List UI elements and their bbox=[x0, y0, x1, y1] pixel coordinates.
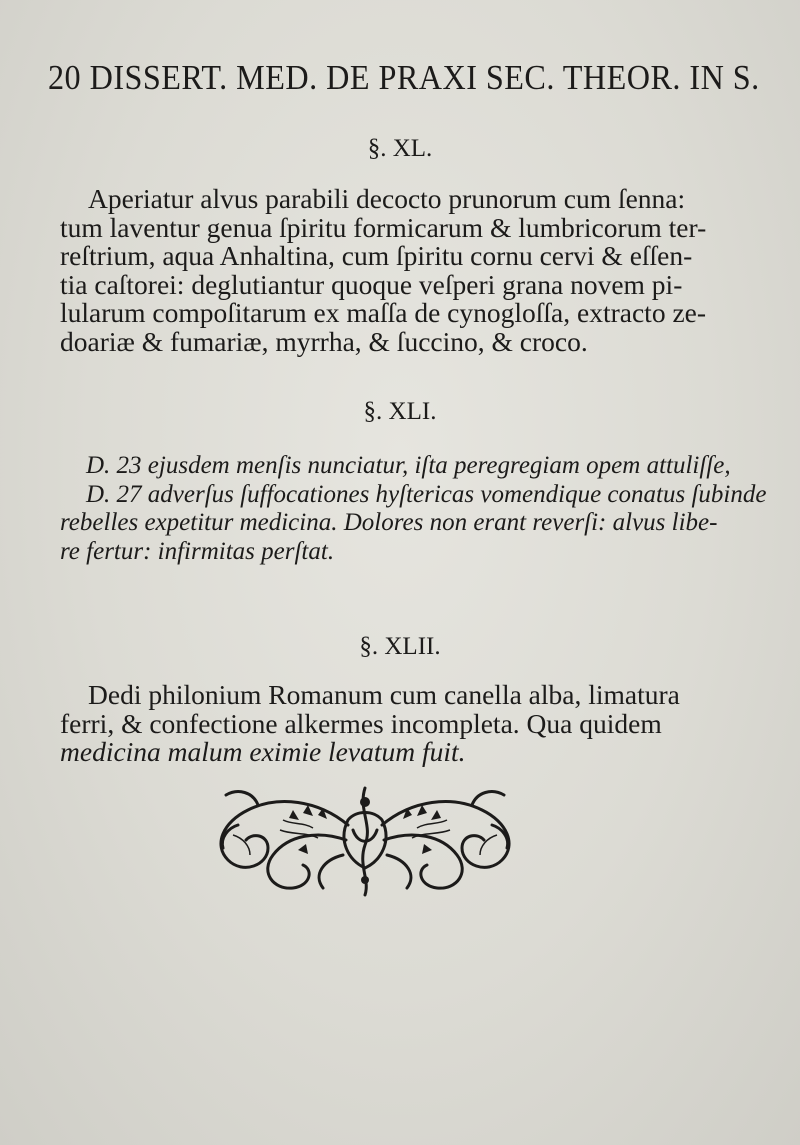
text-line: medicina malum eximie levatum fuit. bbox=[60, 736, 466, 767]
floral-ornament-icon bbox=[198, 780, 533, 900]
text-line: rebelles expetitur medicina. Dolores non erant reverſi: alvus libe- bbox=[60, 509, 718, 536]
section-xlii-text bbox=[60, 681, 730, 767]
text-line: Dedi philonium Romanum cum canella alba, limatura bbox=[88, 679, 680, 710]
text-line: D. 23 ejusdem menſis nunciatur, iſta peregregiam opem attuliſſe, bbox=[86, 452, 731, 479]
section-mark-xlii: §. XLII. bbox=[359, 633, 441, 660]
running-head: 20 DISSERT. MED. DE PRAXI SEC. THEOR. IN S. bbox=[48, 58, 760, 97]
text-line: tum laventur genua ſpiritu formicarum & lumbricorum ter- bbox=[60, 211, 707, 243]
text-line: D. 27 adverſus ſuffocationes hyſtericas vomendique conatus ſubinde bbox=[86, 480, 767, 508]
text-line: ferri, & confectione alkermes incompleta. Qua quidem bbox=[60, 707, 662, 739]
text-line: reſtrium, aqua Anhaltina, cum ſpiritu cornu cervi & eſſen- bbox=[60, 240, 693, 271]
section-xli-text bbox=[60, 452, 767, 566]
text-line: re fertur: infirmitas perſtat. bbox=[60, 537, 335, 565]
text-line: Aperiatur alvus parabili decocto prunorum cum ſenna: bbox=[88, 183, 686, 214]
section-mark-xl: §. XL. bbox=[367, 135, 433, 162]
text-line: tia caſtorei: deglutiantur quoque veſperi grana novem pi- bbox=[60, 268, 683, 300]
section-xl-text bbox=[60, 185, 730, 356]
text-line: lularum compoſitarum ex maſſa de cynogloſſa, extracto ze- bbox=[60, 297, 707, 328]
text-line: doariæ & fumariæ, myrrha, & ſuccino, & croco. bbox=[60, 325, 588, 357]
section-mark-xli: §. XLI. bbox=[363, 398, 437, 425]
